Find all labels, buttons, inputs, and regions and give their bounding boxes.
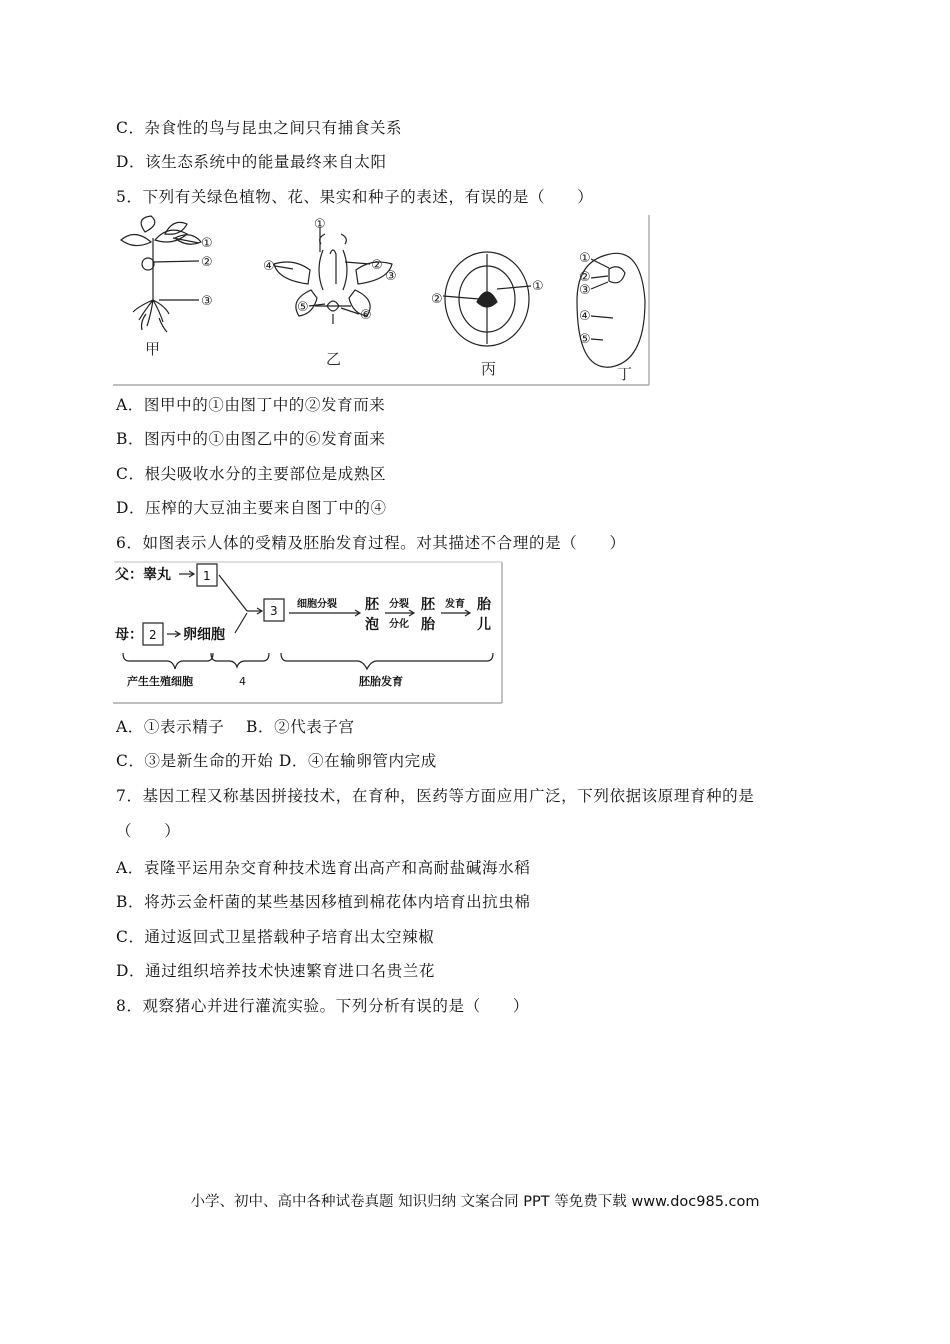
label-jia-1: ①	[201, 236, 213, 251]
label-blastula-2: 泡	[365, 617, 379, 633]
plant-seedling-jia	[121, 216, 201, 332]
option-7a: A．袁隆平运用杂交育种技术选育出高产和高耐盐碱海水稻	[116, 859, 531, 877]
option-5b: B．图丙中的①由图乙中的⑥发育面来	[116, 430, 386, 448]
page-footer: 小学、初中、高中各种试卷真题 知识归纳 文案合同 PPT 等免费下载 www.doc985.com	[190, 1194, 760, 1210]
label-yi-2: ②	[371, 258, 383, 273]
question-5: 5．下列有关绿色植物、花、果实和种子的表述，有误的是（ ）	[116, 188, 594, 206]
label-blastula-1: 胚	[365, 597, 379, 613]
label-ding-1: ①	[579, 251, 591, 266]
label-father-testis: 父：睾丸	[115, 567, 171, 583]
label-ding-4: ④	[579, 309, 591, 324]
label-jia-3: ③	[201, 294, 213, 309]
figure-ding-name: 丁	[617, 365, 633, 383]
label-yi-4: ④	[263, 259, 275, 274]
box-2-label: 2	[149, 628, 157, 642]
flower-yi	[274, 227, 392, 324]
fruit-bing	[443, 252, 531, 346]
label-yi-1: ①	[314, 217, 326, 232]
label-cell-division: 细胞分裂	[297, 599, 337, 610]
option-6cd: C．③是新生命的开始 D．④在输卵管内完成	[116, 752, 437, 770]
label-fetus-2: 儿	[477, 617, 491, 633]
label-bing-2: ②	[431, 292, 443, 307]
label-fetus-1: 胎	[477, 597, 491, 613]
figure-yi-name: 乙	[326, 350, 342, 368]
option-4d: D．该生态系统中的能量最终来自太阳	[116, 153, 387, 171]
question-6: 6．如图表示人体的受精及胚胎发育过程。对其描述不合理的是（ ）	[116, 534, 626, 552]
label-produce-gametes: 产生生殖细胞	[127, 675, 193, 688]
label-embryo-2: 胎	[421, 617, 435, 633]
figure-jia-name: 甲	[145, 340, 161, 358]
label-divide: 分裂	[389, 599, 409, 610]
label-yi-6: ⑥	[360, 308, 372, 323]
label-ding-2: ②	[579, 270, 591, 285]
label-embryo-development: 胚胎发育	[359, 675, 403, 688]
label-yi-5: ⑤	[297, 300, 309, 315]
label-differentiate: 分化	[389, 619, 409, 630]
option-7d: D．通过组织培养技术快速繁育进口名贵兰花	[116, 962, 435, 980]
option-7b: B．将苏云金杆菌的某些基因移植到棉花体内培育出抗虫棉	[116, 893, 531, 911]
question-7: 7．基因工程又称基因拼接技术，在育种，医药等方面应用广泛，下列依据该原理育种的是	[116, 787, 755, 805]
label-develop: 发育	[445, 599, 465, 610]
label-ding-5: ⑤	[579, 332, 591, 347]
label-jia-2: ②	[201, 255, 213, 270]
bracket-4-label: 4	[239, 675, 246, 688]
label-embryo-1: 胚	[421, 597, 435, 613]
label-mother: 母：	[115, 627, 143, 643]
option-5c: C．根尖吸收水分的主要部位是成熟区	[116, 465, 387, 483]
question-8: 8．观察猪心并进行灌流实验。下列分析有误的是（ ）	[116, 997, 529, 1015]
box-3-label: 3	[270, 604, 278, 618]
option-5d: D．压榨的大豆油主要来自图丁中的④	[116, 499, 387, 517]
figure-fertilization-flow	[113, 561, 504, 705]
option-6ab: A．①表示精子 B．②代表子宫	[116, 718, 355, 736]
label-bing-1: ①	[532, 279, 544, 294]
option-5a: A．图甲中的①由图丁中的②发育而来	[116, 396, 386, 414]
figure-plant-structures	[113, 214, 651, 386]
box-1-label: 1	[203, 569, 211, 583]
label-ding-3: ③	[579, 283, 591, 298]
option-7c: C．通过返回式卫星搭载种子培育出太空辣椒	[116, 928, 435, 946]
label-egg-cell: 卵细胞	[183, 627, 225, 643]
figure-bing-name: 丙	[481, 360, 497, 378]
label-yi-3: ③	[385, 269, 397, 284]
question-7-bracket: （ ）	[116, 822, 181, 840]
option-4c: C．杂食性的鸟与昆虫之间只有捕食关系	[116, 119, 403, 137]
